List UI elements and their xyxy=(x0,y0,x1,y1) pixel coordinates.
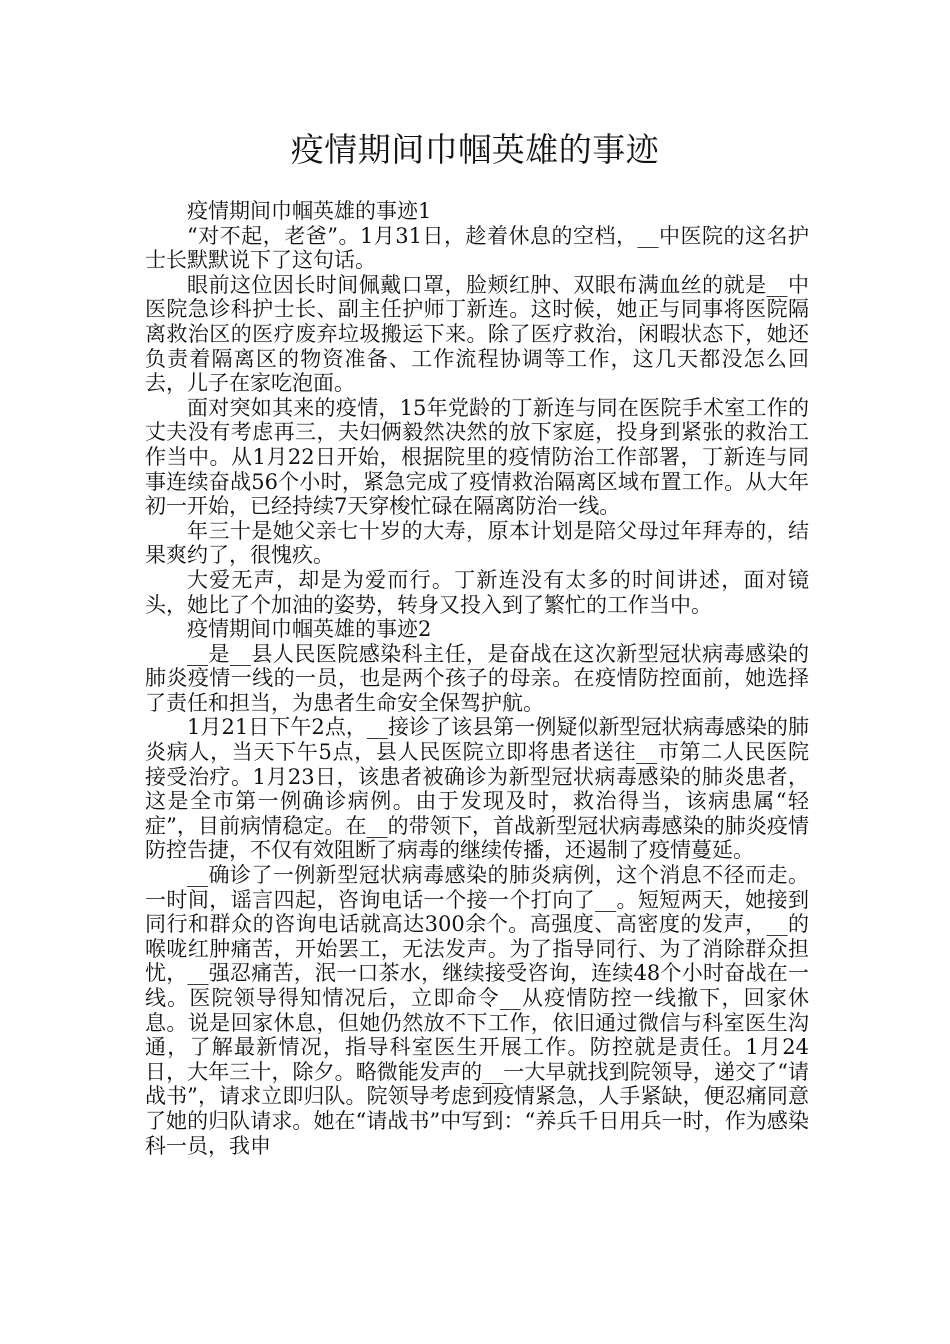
paragraph: “对不起，老爸”。1月31日，趁着休息的空档，__中医院的这名护士长默默说下了这句话。 xyxy=(145,223,809,273)
paragraph: 1月21日下午2点，__接诊了该县第一例疑似新型冠状病毒感染的肺炎病人，当天下午5点，县人民医院立即将患者送往__市第二人民医院接受治疗。1月23日，该患者被确诊为新型冠状病毒感染的肺炎患者，这是全市第一例确诊病例。由于发现及时，救治得当，该病患属“轻症”，目前病情稳定。在__的带领下，首战新型冠状病毒感染的肺炎疫情防控告捷，不仅有效阻断了病毒的继续传播，还遏制了疫情蔓延。 xyxy=(145,715,809,863)
paragraph: 年三十是她父亲七十岁的大寿，原本计划是陪父母过年拜寿的，结果爽约了，很愧疚。 xyxy=(145,518,809,568)
paragraph: __确诊了一例新型冠状病毒感染的肺炎病例，这个消息不径而走。一时间，谣言四起，咨询电话一个接一个打向了__。短短两天，她接到同行和群众的咨询电话就高达300余个。高强度、高密度的发声，__的喉咙红肿痛苦，开始罢工，无法发声。为了指导同行、为了消除群众担忧，__强忍痛苦，泯一口茶水，继续接受咨询，连续48个小时奋战在一线。医院领导得知情况后，立即命令__从疫情防控一线撤下，回家休息。说是回家休息，但她仍然放不下工作，依旧通过微信与科室医生沟通，了解最新情况，指导科室医生开展工作。防控就是责任。1月24日，大年三十，除夕。略微能发声的__一大早就找到院领导，递交了“请战书”，请求立即归队。院领导考虑到疫情紧急，人手紧缺，便忍痛同意了她的归队请求。她在“请战书”中写到：“养兵千日用兵一时，作为感染科一员，我申 xyxy=(145,863,809,1158)
section-heading-1: 疫情期间巾帼英雄的事迹1 xyxy=(187,199,432,223)
document-body xyxy=(145,199,809,1158)
paragraph: __是__县人民医院感染科主任，是奋战在这次新型冠状病毒感染的肺炎疫情一线的一员，也是两个孩子的母亲。在疫情防控面前，她选择了责任和担当，为患者生命安全保驾护航。 xyxy=(145,641,809,715)
paragraph: 眼前这位因长时间佩戴口罩，脸颊红肿、双眼布满血丝的就是__中医院急诊科护士长、副主任护师丁新连。这时候，她正与同事将医院隔离救治区的医疗废弃垃圾搬运下来。除了医疗救治，闲暇状态下，她还负责着隔离区的物资准备、工作流程协调等工作，这几天都没怎么回去，儿子在家吃泡面。 xyxy=(145,272,809,396)
paragraph: 大爱无声，却是为爱而行。丁新连没有太多的时间讲述，面对镜头，她比了个加油的姿势，转身又投入到了繁忙的工作当中。 xyxy=(145,567,809,617)
document-title: 疫情期间巾帼英雄的事迹 xyxy=(290,130,660,169)
section-heading-2: 疫情期间巾帼英雄的事迹2 xyxy=(187,617,432,642)
paragraph: 面对突如其来的疫情，15年党龄的丁新连与同在医院手术室工作的丈夫没有考虑再三，夫妇俩毅然决然的放下家庭，投身到紧张的救治工作当中。从1月22日开始，根据院里的疫情防治工作部署，丁新连与同事连续奋战56个小时，紧急完成了疫情救治隔离区域布置工作。从大年初一开始，已经持续7天穿梭忙碌在隔离防治一线。 xyxy=(145,395,809,519)
